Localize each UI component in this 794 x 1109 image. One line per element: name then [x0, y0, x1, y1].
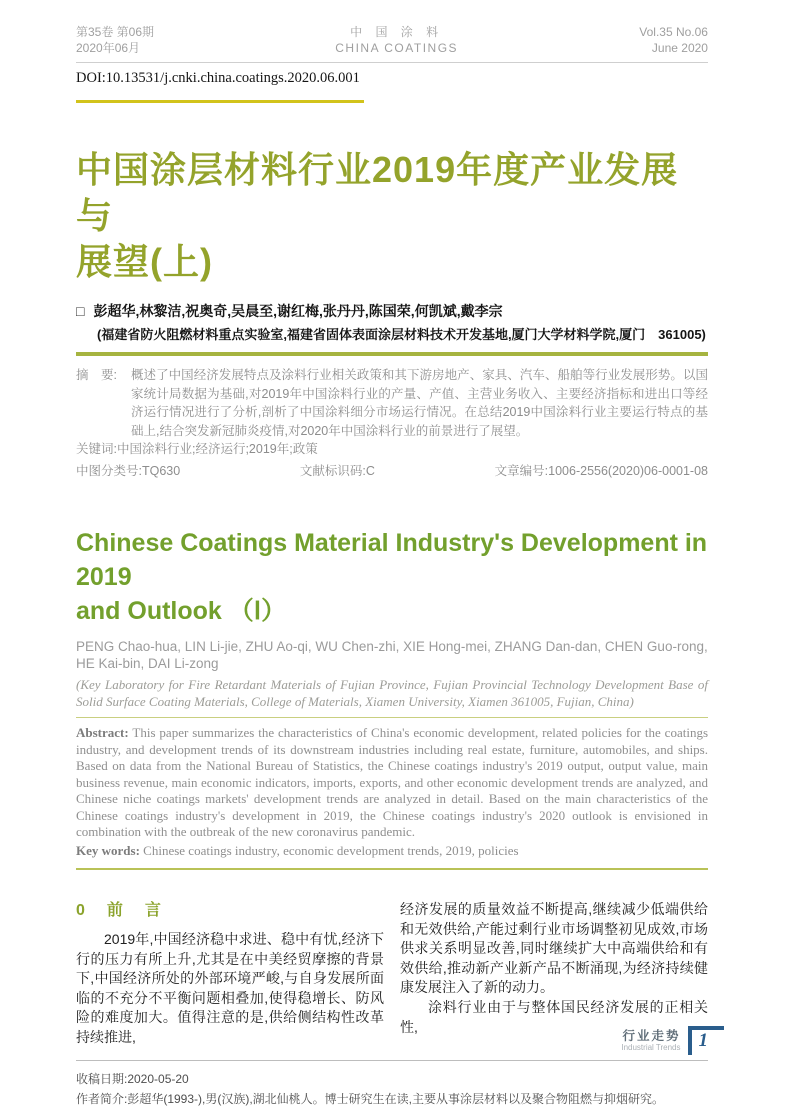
author-marker-square-icon: □ — [76, 303, 85, 319]
article-title-cn-line1: 中国涂层材料行业2019年度产业发展与 — [76, 149, 679, 236]
abstract-cn — [76, 366, 708, 440]
keywords-label-en: Key words: — [76, 842, 140, 858]
article-title-cn — [76, 147, 708, 285]
section-heading-0: 0 前 言 — [76, 902, 164, 919]
body-paragraph-left: 2019年,中国经济稳中求进、稳中有忧,经济下行的压力有所上升,尤其是在中美经贸摩擦的背景下,中国经济所处的外部环境严峻,与自身发展所面临的不充分不平衡问题相叠加,使得稳增长、防风险的难度加大。值得注意的是,供给侧结构性改革持续推进, — [76, 931, 384, 1045]
keywords-cn: 关键词:中国涂料行业;经济运行;2019年;政策 — [76, 442, 318, 456]
affiliation-cn: (福建省防火阻燃材料重点实验室,福建省固体表面涂层材料技术开发基地,厦门大学材料学院,厦门 361005) — [97, 327, 706, 342]
authors-en-line2: HE Kai-bin, DAI Li-zong — [76, 656, 219, 671]
affiliation-divider-rule — [76, 717, 708, 718]
body-column-left — [76, 900, 384, 1048]
abstract-label-en: Abstract: — [76, 725, 129, 740]
abstract-text-en: This paper summarizes the characteristics of China's economic development, related policies for the coatings industry, and development trends of its downstream industries including real estate, furniture, automobiles, and ships. Based on data from the National Bureau of Statistics, the Chinese coatings industry's 2019 output, output value, main business revenue, main economic indicators, imports, exports, and other economic development trends are analyzed, and Chinese niche coatings markets' development trends are analyzed in detail. Based on the main characteristics of the Chinese coatings industry's development in 2019, the Chinese coatings industry's 2020 outlook is envisioned in combination with the outbreak of the new coronavirus pandemic. — [76, 725, 708, 839]
authors-en-line1: PENG Chao-hua, LIN Li-jie, ZHU Ao-qi, WU Chen-zhi, XIE Hong-mei, ZHANG Dan-dan, CHEN Guo-rong, — [76, 639, 708, 654]
authors-cn — [76, 302, 708, 320]
body-paragraph-right-2: 涂料行业由于与整体国民经济发展的正相关性, — [400, 998, 708, 1035]
keywords-en — [76, 843, 708, 860]
abstract-label-cn: 摘 要: — [76, 368, 117, 382]
authors-en — [76, 638, 708, 672]
volume-issue-en: Vol.35 No.06 — [639, 25, 708, 39]
footer-section-en: Industrial Trends — [621, 1043, 681, 1052]
clc-number: 中图分类号:TQ630 — [76, 463, 181, 478]
footnote — [76, 1060, 708, 1109]
page-number-bracket — [688, 1026, 725, 1055]
date-cn: 2020年06月 — [76, 41, 141, 55]
doi-line: DOI:10.13531/j.cnki.china.coatings.2020.06.001 — [76, 70, 360, 86]
article-number: 文章编号:1006-2556(2020)06-0001-08 — [494, 463, 708, 478]
page-number: 1 — [698, 1030, 708, 1051]
footer-section-labels — [621, 1026, 680, 1053]
journal-name-en: CHINA COATINGS — [335, 41, 459, 55]
body-paragraph-right-1: 经济发展的质量效益不断提高,继续减少低端供给和无效供给,产能过剩行业市场调整初见成效,市场供求关系明显改善,同时继续扩大中高端供给和有效供给,推动新产业新产品不断涌现,为经济持续健康发展注入了新的动力。 — [400, 901, 708, 996]
doi-underline-rule — [76, 100, 364, 103]
footer-section-cn: 行业走势 — [622, 1029, 681, 1043]
article-title-en-line2: and Outlook （Ⅰ） — [76, 597, 287, 625]
abstract-en — [76, 725, 708, 841]
abstract-block-cn — [76, 366, 708, 480]
body-columns — [76, 900, 708, 1048]
article-title-cn-line2: 展望(上) — [76, 241, 213, 282]
header-left — [76, 24, 154, 56]
date-en: June 2020 — [651, 41, 708, 55]
article-title-en-line1: Chinese Coatings Material Industry's Development in 2019 — [76, 529, 708, 591]
journal-header — [76, 24, 708, 63]
keywords-text-en: Chinese coatings industry, economic development trends, 2019, policies — [139, 842, 519, 858]
affiliation-en: (Key Laboratory for Fire Retardant Materials of Fujian Province, Fujian Provincial Technology Development Base of Solid Surface Coating Materials, College of Materials, Xiamen University, Xiamen 361005, Fujian, China) — [76, 677, 708, 709]
journal-name-cn: 中 国 涂 料 — [350, 25, 444, 39]
abstract-divider-rule — [76, 868, 708, 870]
meta-row — [76, 462, 708, 481]
author-bio: 作者简介:彭超华(1993-),男(汉族),湖北仙桃人。博士研究生在读,主要从事涂层材料以及聚合物阻燃与抑烟研究。 — [76, 1091, 665, 1106]
header-right — [639, 24, 708, 56]
received-date: 收稿日期:2020-05-20 — [76, 1071, 189, 1086]
article-title-en — [76, 526, 708, 628]
author-divider-rule — [76, 352, 708, 356]
abstract-text-cn: 概述了中国经济发展特点及涂料行业相关政策和其下游房地产、家具、汽车、船舶等行业发展形势。以国家统计局数据为基础,对2019年中国涂料行业的产量、产值、主营业务收入、主要经济指标和进出口等经济运行情况进行了分析,剖析了中国涂料细分市场运行情况。在总结2019中国涂料行业主要运行特点的基础上,结合突发新冠肺炎疫情,对2020年中国涂料行业的前景进行了展望。 — [131, 368, 708, 438]
header-center — [335, 24, 458, 56]
page-content — [76, 24, 708, 1109]
volume-issue-cn: 第35卷 第06期 — [76, 25, 155, 39]
authors-cn-names: 彭超华,林黎洁,祝奥奇,吴晨至,谢红梅,张丹丹,陈国荣,何凯斌,戴李宗 — [93, 303, 503, 319]
page-footer — [621, 1026, 724, 1055]
document-code: 文献标识码:C — [299, 463, 375, 478]
